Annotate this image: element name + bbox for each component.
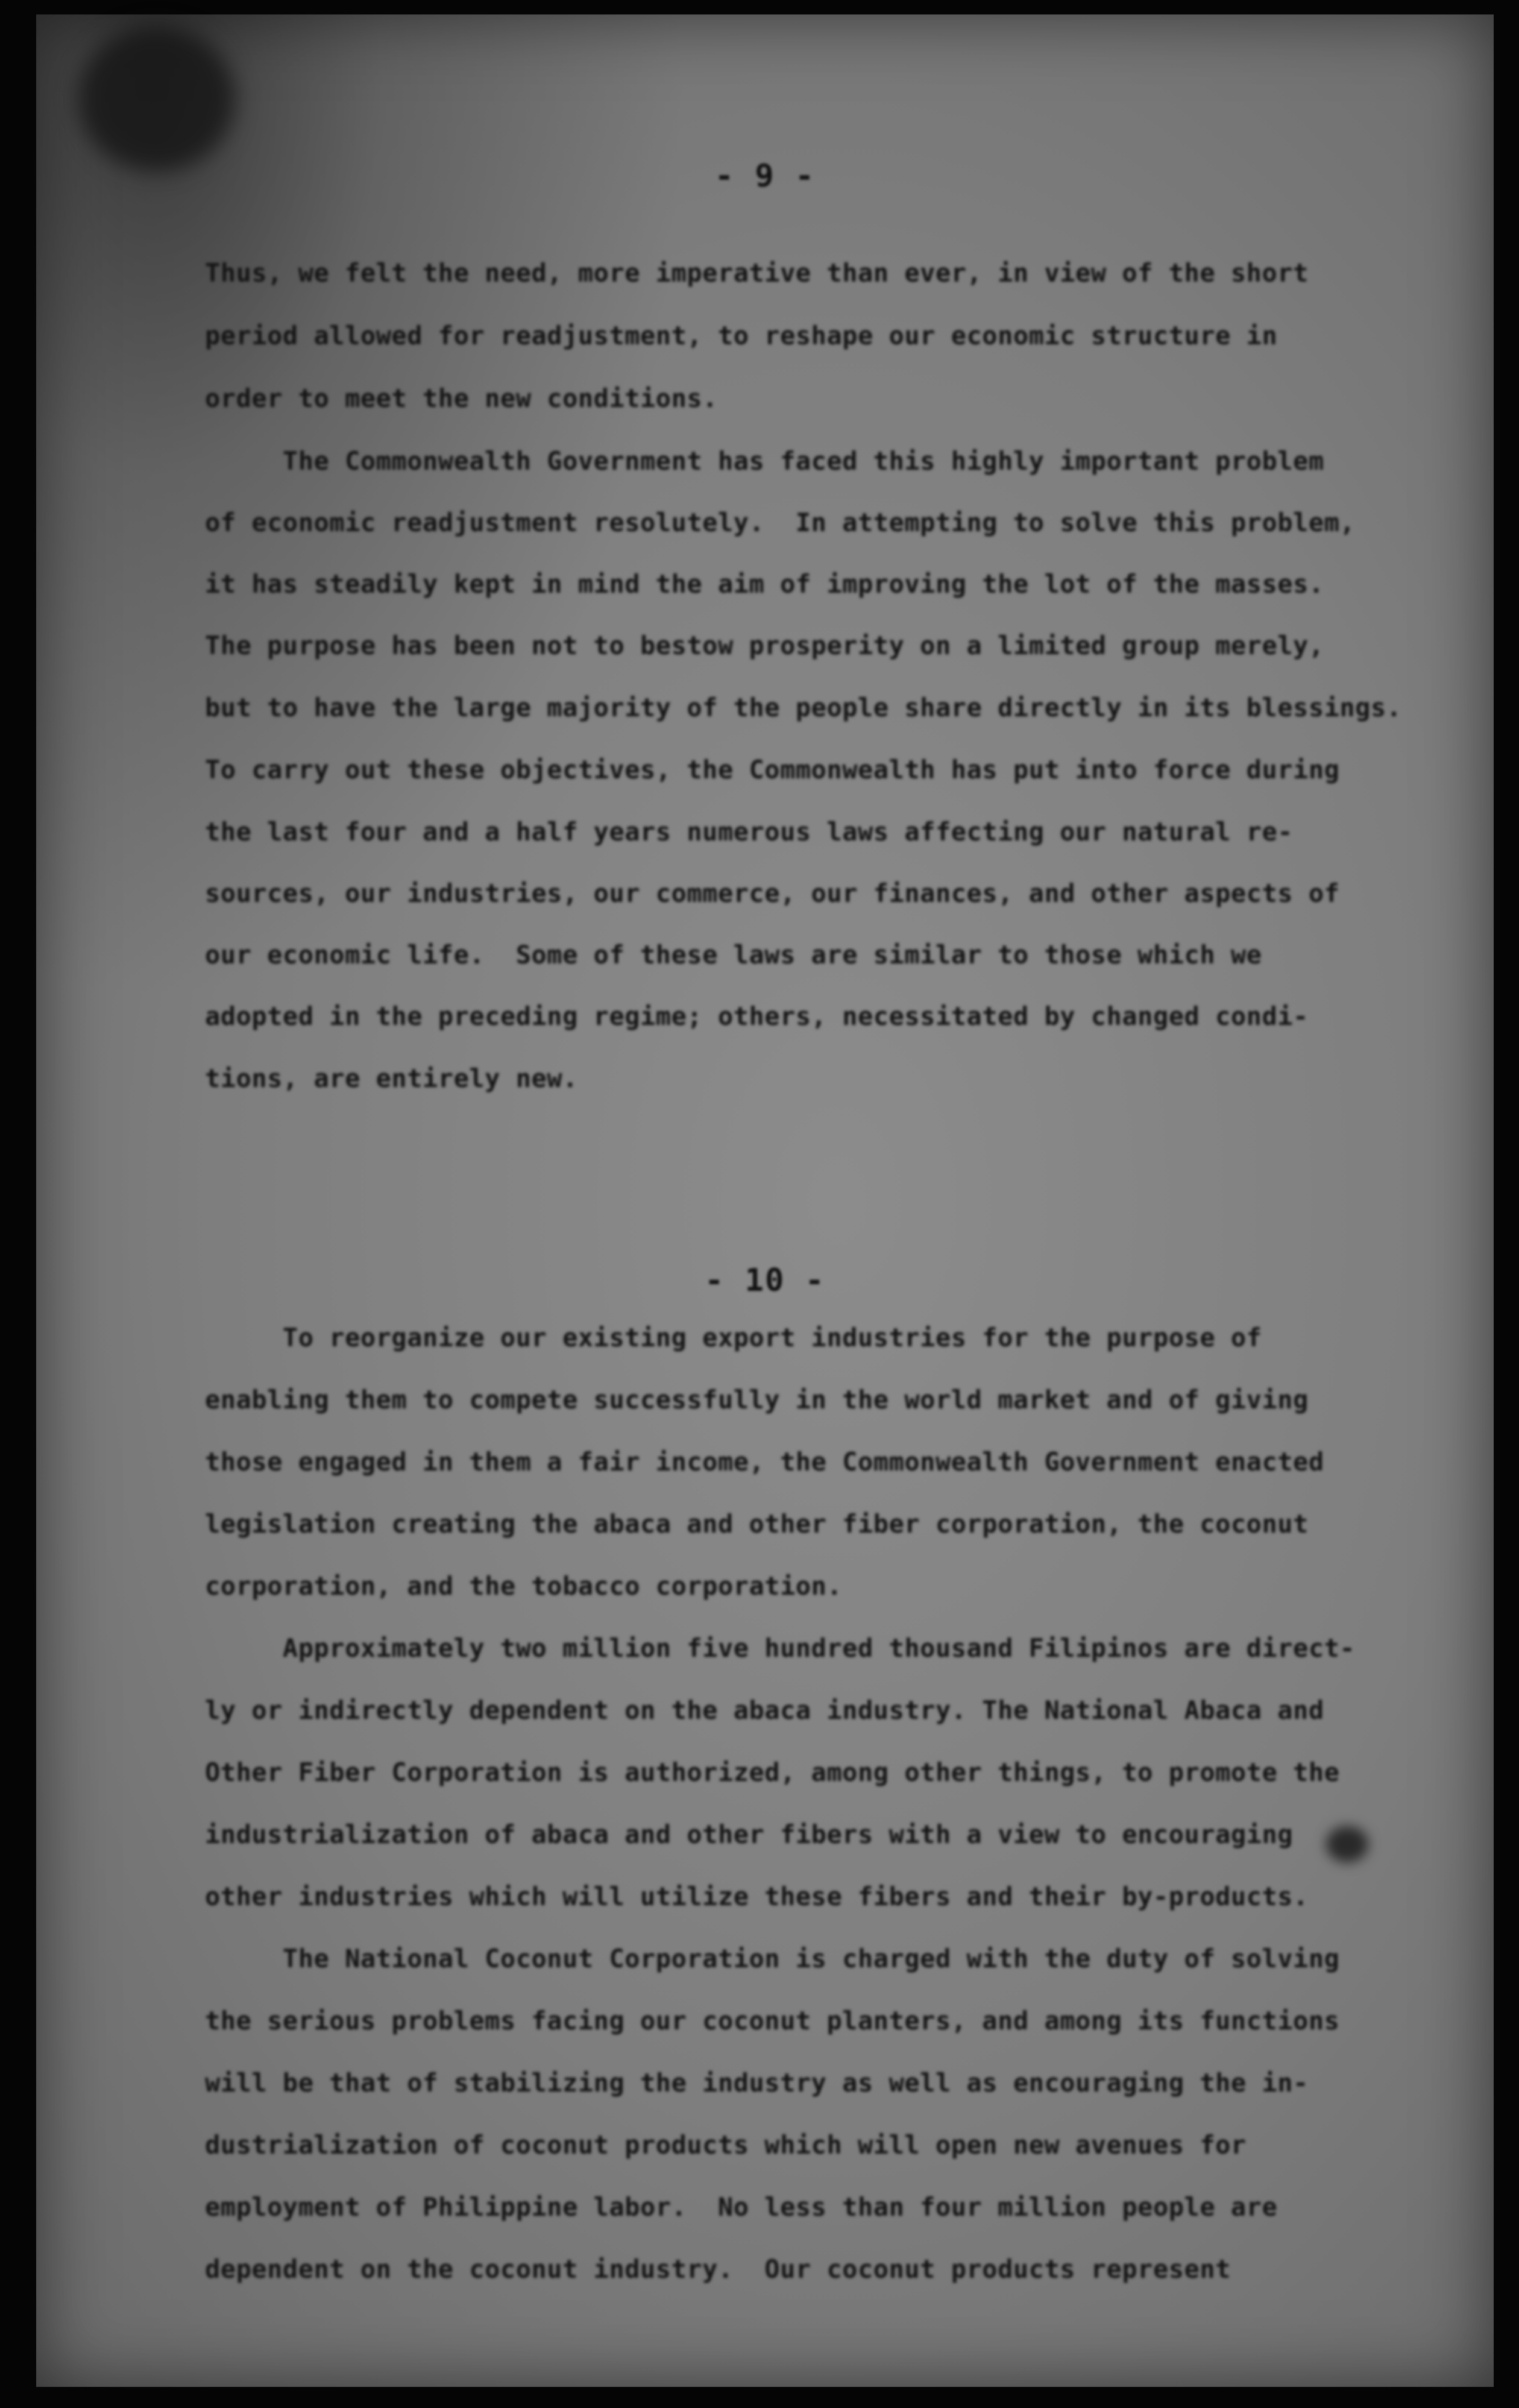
text-line: will be that of stabilizing the industry as well as encouraging the in- bbox=[205, 2068, 1309, 2098]
text-line: the last four and a half years numerous laws affecting our natural re- bbox=[205, 817, 1294, 846]
text-line: The National Coconut Corporation is charged with the duty of solving bbox=[205, 1944, 1340, 1973]
page-number-10: - 10 - bbox=[705, 1262, 825, 1299]
text-line: other industries which will utilize these fibers and their by-products. bbox=[205, 1882, 1309, 1911]
text-line: Other Fiber Corporation is authorized, among other things, to promote the bbox=[205, 1757, 1340, 1787]
text-line: enabling them to compete successfully in the world market and of giving bbox=[205, 1385, 1309, 1414]
text-line: adopted in the preceding regime; others, necessitated by changed condi- bbox=[205, 1001, 1309, 1031]
text-line: it has steadily kept in mind the aim of improving the lot of the masses. bbox=[205, 569, 1324, 599]
text-line: legislation creating the abaca and other fiber corporation, the coconut bbox=[205, 1509, 1309, 1539]
text-line: those engaged in them a fair income, the Commonwealth Government enacted bbox=[205, 1447, 1324, 1477]
text-line: To carry out these objectives, the Commonwealth has put into force during bbox=[205, 755, 1340, 784]
text-line: of economic readjustment resolutely. In attempting to solve this problem, bbox=[205, 508, 1356, 537]
text-line: The purpose has been not to bestow prosperity on a limited group merely, bbox=[205, 631, 1324, 660]
text-line: our economic life. Some of these laws are similar to those which we bbox=[205, 940, 1262, 969]
text-line: order to meet the new conditions. bbox=[205, 383, 718, 413]
text-line: but to have the large majority of the people share directly in its blessings. bbox=[205, 693, 1402, 722]
text-line: sources, our industries, our commerce, our finances, and other aspects of bbox=[205, 878, 1340, 908]
text-line: dependent on the coconut industry. Our coconut products represent bbox=[205, 2254, 1231, 2284]
text-line: ly or indirectly dependent on the abaca industry. The National Abaca and bbox=[205, 1695, 1324, 1725]
text-line: The Commonwealth Government has faced this highly important problem bbox=[205, 446, 1324, 476]
text-line: the serious problems facing our coconut planters, and among its functions bbox=[205, 2006, 1340, 2035]
text-line: industrialization of abaca and other fibers with a view to encouraging bbox=[205, 1820, 1294, 1849]
corner-smudge bbox=[78, 27, 235, 171]
document-page bbox=[36, 14, 1494, 2387]
text-line: dustrialization of coconut products which will open new avenues for bbox=[205, 2130, 1247, 2160]
text-line: Thus, we felt the need, more imperative than ever, in view of the short bbox=[205, 258, 1309, 288]
text-line: corporation, and the tobacco corporation. bbox=[205, 1571, 843, 1601]
page-number-9: - 9 - bbox=[714, 158, 816, 194]
text-line: employment of Philippine labor. No less than four million people are bbox=[205, 2192, 1278, 2222]
text-line: To reorganize our existing export industries for the purpose of bbox=[205, 1323, 1262, 1352]
text-line: period allowed for readjustment, to reshape our economic structure in bbox=[205, 321, 1278, 350]
text-line: tions, are entirely new. bbox=[205, 1064, 578, 1093]
text-line: Approximately two million five hundred thousand Filipinos are direct- bbox=[205, 1633, 1356, 1663]
edge-blot bbox=[1326, 1826, 1368, 1862]
